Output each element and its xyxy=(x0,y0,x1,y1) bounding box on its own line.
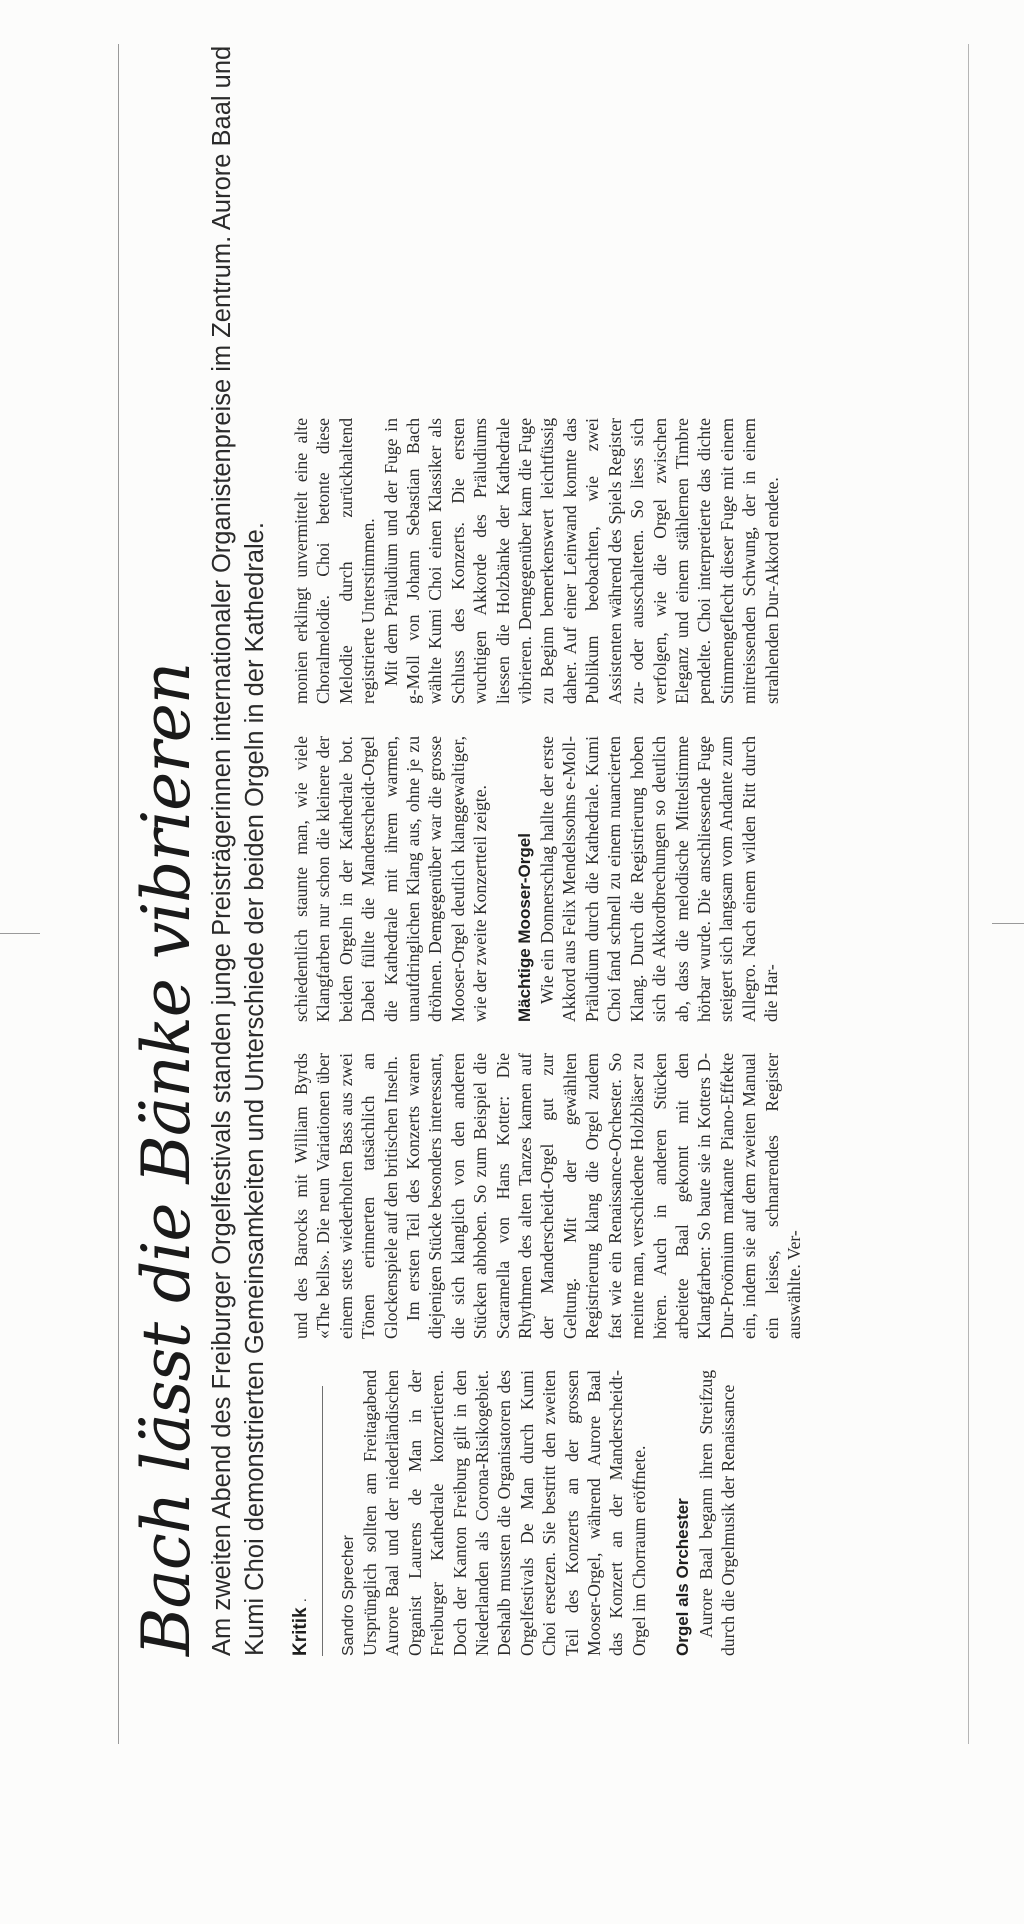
kicker xyxy=(290,1370,312,1656)
bottom-rule xyxy=(968,44,969,1744)
body-paragraph: Wie ein Donnerschlag hallte der erste Akkord aus Felix Mendelssohns e-Moll-Präludium durch die Kathedrale. Kumi Choi fand schnell zu einem nuancierten Klang. Durch die Registrierung hoben sich die Akkordbrechungen so deutlich ab, dass die melodische Mittelstimme hörbar wurde. Die anschliessende Fuge steigert sich langsam vom Andante zum Allegro. Nach einem wilden Ritt durch die Har- xyxy=(537,736,782,1022)
headline: Bach lässt die Bänke vibrieren xyxy=(128,662,205,1656)
kicker-label: Kritik xyxy=(290,1607,311,1656)
author-byline: Sandro Sprecher xyxy=(340,1535,357,1656)
column-divider-bottom xyxy=(992,923,1024,924)
lead-paragraph: Am zweiten Abend des Freiburger Orgelfestivals standen junge Preisträgerinnen internationaler Organistenpreise im Zentrum. Aurore Baal und Kumi Choi demonstrierten Gemeinsamkeiten und Unterschiede der beiden Orgeln in der Kathedrale. xyxy=(208,45,269,1656)
article-column-3 xyxy=(290,736,783,1022)
top-rule xyxy=(118,44,119,1744)
body-paragraph: Mit dem Präludium und der Fuge in g-Moll von Johann Sebastian Bach wählte Kumi Choi einen Klassiker als Schluss des Konzerts. Die ersten wuchtigen Akkorde des Präludiums liessen die Holzbänke der Kathedrale vibrieren. Demgegenüber kam die Fuge zu Beginn bemerkenswert leichtfüssig daher. Auf einer Leinwand konnte das Publikum beobachten, wie zwei Assistenten während des Spiels Register zu- oder ausschalteten. So liess sich verfolgen, wie die Orgel zwischen Eleganz und einem stählernen Timbre pendelte. Choi interpretierte das dichte Stimmengeflecht dieser Fuge mit einem mitreissenden Schwung, der in einem strahlenden Dur-Akkord endete. xyxy=(380,418,782,704)
body-paragraph: Im ersten Teil des Konzerts waren diejenigen Stücke besonders interessant, die sich klanglich von den anderen Stücken abhoben. So zum Beispiel die Scaramella von Hans Kotter: Die Rhythmen des alten Tanzes kamen auf der Manderscheidt-Orgel gut zur Geltung. Mit der gewählten Registrierung klang die Orgel zudem fast wie ein Renaissance-Orchester. So meinte man, verschiedene Holzbläser zu hören. Auch in anderen Stücken arbeitete Baal gekonnt mit den Klangfarben: So baute sie in Kotters D-Dur-Proömium markante Piano-Effekte ein, indem sie auf dem zweiten Manual ein leises, schnarrendes Register auswählte. Ver- xyxy=(403,1053,804,1339)
article-column-2 xyxy=(290,1053,805,1339)
body-paragraph: monien erklingt unvermittelt eine alte Choralmelodie. Choi betonte diese Melodie durch zurückhaltend registrierte Unterstimmen. xyxy=(291,418,379,704)
kicker-dot: . xyxy=(293,1598,309,1603)
body-paragraph: und des Barocks mit William Byrds «The bells». Die neun Variationen über einem stets wiederholten Bass aus zwei Tönen erinnerten tatsächlich an Glockenspiele auf den britischen Inseln. xyxy=(291,1053,401,1339)
body-paragraph: Ursprünglich sollten am Freitagabend Aurore Baal und der niederländischen Organist Laurens de Man in der Freiburger Kathedrale konzertieren. Doch der Kanton Freiburg gilt in den Niederlanden als Corona-Risikogebiet. Deshalb mussten die Organisatoren des Orgelfestivals De Man durch Kumi Choi ersetzen. Sie bestritt den zweiten Teil des Konzerts an der grossen Mooser-Orgel, während Aurore Baal das Konzert an der Manderscheidt-Orgel im Chorraum eröffnete. xyxy=(360,1370,649,1656)
article-column-4 xyxy=(290,418,783,704)
body-paragraph: schiedentlich staunte man, wie viele Klangfarben nur schon die kleinere der beiden Orgeln in der Kathedrale bot. Dabei füllte die Manderscheidt-Orgel die Kathedrale mit ihrem warmen, unaufdringlichen Klang aus, ohne je zu dröhnen. Demgegenüber war die grosse Mooser-Orgel deutlich klanggewaltiger, wie der zweite Konzertteil zeigte. xyxy=(291,736,491,1022)
subhead-maechtige-mooser-orgel: Mächtige Mooser-Orgel xyxy=(514,833,534,1022)
column-divider-top xyxy=(0,933,40,934)
kicker-rule xyxy=(322,1386,323,1656)
article-column-1 xyxy=(290,1370,740,1656)
subhead-orgel-als-orchester: Orgel als Orchester xyxy=(673,1498,693,1656)
body-paragraph: Aurore Baal begann ihren Streifzug durch die Orgelmusik der Renaissance xyxy=(695,1370,739,1656)
